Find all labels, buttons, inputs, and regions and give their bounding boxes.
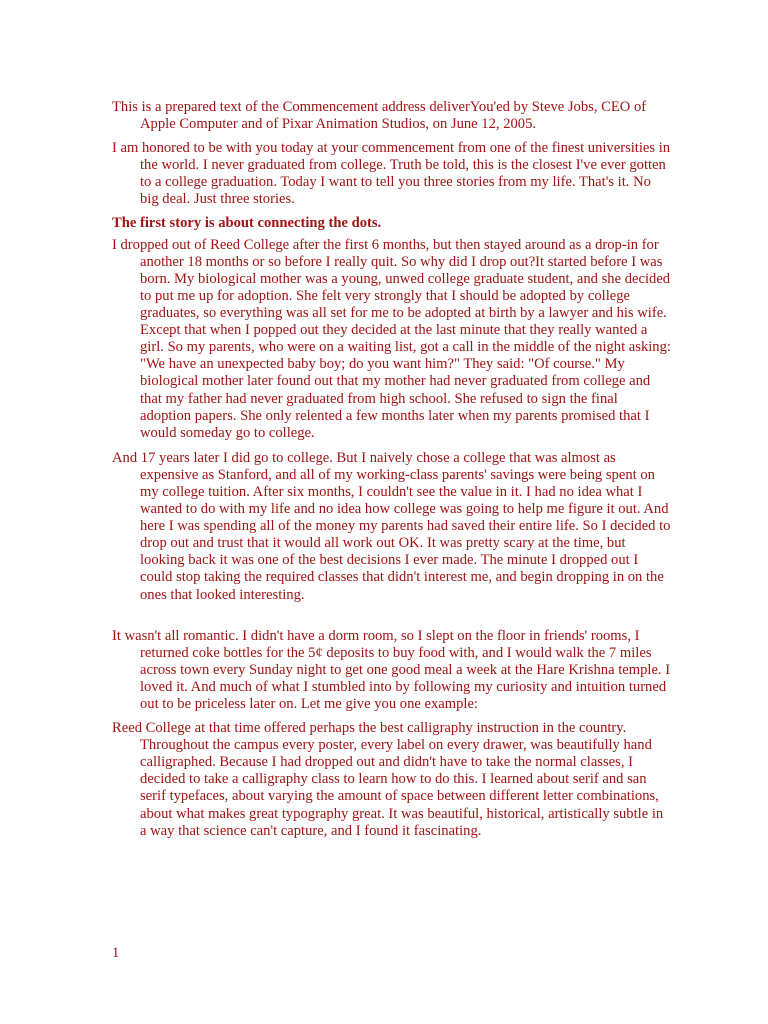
paragraph-3: And 17 years later I did go to college. But I naively chose a college that was almost as expensive as Stanford, and all of my working-class parents' savings were being spent on my college tuition. After six months, I couldn't see the value in it. I had no idea what I wanted to do with my life and no idea how college was going to help me figure it out. And here I was spending all of the money my parents had saved their entire life. So I decided to drop out and trust that it would all work out OK. It was pretty scary at the time, but looking back it was one of the best decisions I ever made. The minute I dropped out I could stop taking the required classes that didn't interest me, and begin dropping in on the ones that looked interesting. xyxy=(112,449,671,603)
paragraph-4: It wasn't all romantic. I didn't have a dorm room, so I slept on the floor in friends' rooms, I returned coke bottles for the 5¢ deposits to buy food with, and I would walk the 7 miles across town every Sunday night to get one good meal a week at the Hare Krishna temple. I loved it. And much of what I stumbled into by following my curiosity and intuition turned out to be priceless later on. Let me give you one example: xyxy=(112,627,671,712)
paragraph-2: I dropped out of Reed College after the first 6 months, but then stayed around as a drop-in for another 18 months or so before I really quit. So why did I drop out?It started before I was born. My biological mother was a young, unwed college graduate student, and she decided to put me up for adoption. She felt very strongly that I should be adopted by college graduates, so everything was all set for me to be adopted at birth by a lawyer and his wife. Except that when I popped out they decided at the last minute that they really wanted a girl. So my parents, who were on a waiting list, got a call in the middle of the night asking: "We have an unexpected baby boy; do you want him?" They said: "Of course." My biological mother later found out that my mother had never graduated from college and that my father had never graduated from high school. She refused to sign the final adoption papers. She only relented a few months later when my parents promised that I would someday go to college. xyxy=(112,236,671,441)
paragraph-1: I am honored to be with you today at your commencement from one of the finest universities in the world. I never graduated from college. Truth be told, this is the closest I've ever gotten to a college graduation. Today I want to tell you three stories from my life. That's it. No big deal. Just three stories. xyxy=(112,140,671,208)
section-heading: The first story is about connecting the dots. xyxy=(112,214,382,231)
document-body xyxy=(112,99,672,840)
intro-paragraph: This is a prepared text of the Commencement address deliverYou'ed by Steve Jobs, CEO of Apple Computer and of Pixar Animation Studios, on June 12, 2005. xyxy=(112,99,647,133)
paragraph-5: Reed College at that time offered perhaps the best calligraphy instruction in the country. Throughout the campus every poster, every label on every drawer, was beautifully hand calligraphed. Because I had dropped out and didn't have to take the normal classes, I decided to take a calligraphy class to learn how to do this. I learned about serif and san serif typefaces, about varying the amount of space between different letter combinations, about what makes great typography great. It was beautiful, historical, artistically subtle in a way that science can't capture, and I found it fascinating. xyxy=(112,720,664,839)
page-number: 1 xyxy=(112,945,120,961)
